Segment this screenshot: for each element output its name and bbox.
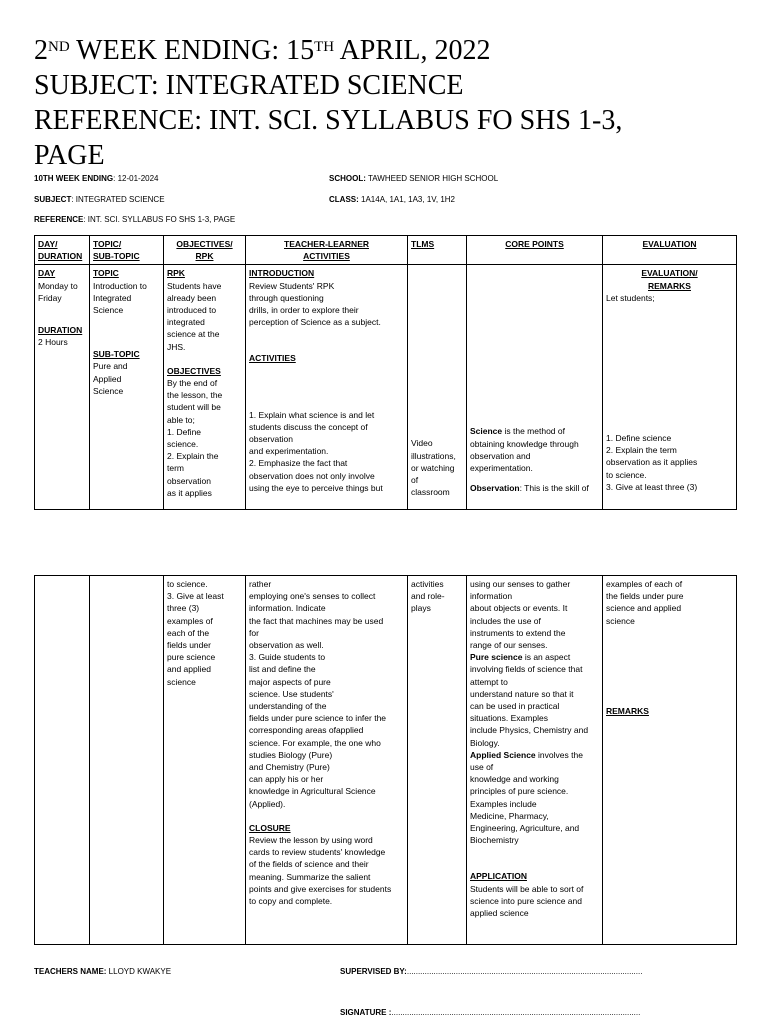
cell-tlms — [408, 265, 467, 510]
heading-week: 2ND WEEK ENDING: 15TH APRIL, 2022 — [34, 35, 491, 66]
cell-core-points — [467, 265, 603, 510]
teacher-name: TEACHERS NAME: LLOYD KWAKYE — [34, 967, 172, 976]
topic-label: TOPIC — [93, 268, 119, 279]
class: CLASS: 1A14A, 1A1, 1A3, 1V, 1H2 — [329, 195, 455, 204]
objectives-value: By the end of the lesson, the student will be able to; 1. Define science. 2. Explain the term observation as it applies — [167, 378, 223, 498]
introduction-label: INTRODUCTION — [249, 268, 315, 279]
duration-value: 2 Hours — [38, 337, 68, 348]
core-applied-science: Applied Science involves the use of knowledge and working principles of pure science. Examples include Medicine, Pharmacy, Engineering, Agriculture, and Biochemistry — [470, 749, 583, 846]
cell-core-points-cont — [467, 576, 603, 945]
application-label: APPLICATION — [470, 871, 527, 882]
lesson-table-part2 — [34, 575, 737, 945]
school: SCHOOL: TAWHEED SENIOR HIGH SCHOOL — [329, 174, 499, 183]
header-day: DAY/ DURATION — [35, 236, 90, 265]
closure-label: CLOSURE — [249, 822, 291, 833]
header-tlms: TLMS — [408, 236, 467, 265]
header-evaluation: EVALUATION — [603, 236, 737, 265]
evaluation-value: 1. Define science 2. Explain the term observation as it applies to science. 3. Give at least three (3) — [606, 433, 698, 492]
activities-value: 1. Explain what science is and let students discuss the concept of observation and experimentation. 2. Emphasize the fact that observation does not only involve using the eye to perceive things but — [249, 409, 383, 493]
cell-objectives — [164, 265, 246, 510]
subject: SUBJECT: INTEGRATED SCIENCE — [34, 195, 165, 204]
signature: SIGNATURE :................................................................................................................ — [340, 1008, 641, 1017]
core-cont-value: using our senses to gather information about objects or events. It includes the use of instruments to extend the range of our senses. — [470, 579, 571, 651]
cell-objectives-cont — [164, 576, 246, 945]
header-objectives: OBJECTIVES/ RPK — [164, 236, 246, 265]
heading-reference: REFERENCE: INT. SCI. SYLLABUS FO SHS 1-3, — [34, 105, 623, 136]
rpk-label: RPK — [167, 268, 185, 279]
tlms-value: Video illustrations, or watching of classroom — [411, 438, 456, 498]
subtopic-value: Pure and Applied Science — [93, 361, 128, 396]
application-value: Students will be able to sort of science into pure science and applied science — [470, 883, 584, 919]
cell-evaluation-cont — [603, 576, 737, 945]
objectives-label: OBJECTIVES — [167, 365, 221, 376]
header-activities: TEACHER-LEARNER ACTIVITIES — [246, 236, 408, 265]
duration-label: DURATION — [38, 325, 83, 336]
subtopic-label: SUB-TOPIC — [93, 349, 140, 360]
cell-activities — [246, 265, 408, 510]
core-observation: Observation: This is the skill of — [470, 483, 589, 494]
closure-value: Review the lesson by using word cards to review students' knowledge of the fields of science and their meaning. Summarize the salient points and give exercises for students to copy and complete. — [249, 835, 392, 907]
objectives-cont-value: to science. 3. Give at least three (3) examples of each of the fields under pure science and applied science — [167, 579, 224, 687]
tlms-cont-value: activities and role- plays — [411, 579, 445, 614]
introduction-value: Review Students' RPK through questioning drills, in order to explore their perception of Science as a subject. — [249, 280, 381, 328]
week-ending: 10TH WEEK ENDING: 12-01-2024 — [34, 174, 159, 183]
evaluation-label: EVALUATION/ REMARKS — [641, 268, 698, 291]
heading-subject: SUBJECT: INTEGRATED SCIENCE — [34, 70, 464, 101]
reference: REFERENCE: INT. SCI. SYLLABUS FO SHS 1-3, PAGE — [34, 215, 236, 224]
cell-topic-cont — [90, 576, 164, 945]
core-pure-science: Pure science is an aspect involving fields of science that attempt to understand nature so that it can be used in practical situations. Examples include Physics, Chemistry and Biology. — [470, 652, 589, 748]
supervised-by: SUPERVISED BY:.......................................................................................................... — [340, 967, 643, 976]
lesson-table-part1 — [34, 235, 737, 510]
topic-value: Introduction to Integrated Science — [93, 280, 147, 316]
activities-label: ACTIVITIES — [249, 353, 296, 364]
rpk-value: Students have already been introduced to integrated science at the JHS. — [167, 280, 222, 352]
header-topic: TOPIC/ SUB-TOPIC — [90, 236, 164, 265]
evaluation-cont-value: examples of each of the fields under pure science and applied science — [606, 579, 684, 626]
remarks-label: REMARKS — [606, 705, 649, 716]
activities-cont-value: rather employing one's senses to collect information. Indicate the fact that machines may be used for observation as well. 3. Guide students to list and define the major aspects of pure science. Use students' understanding of the fields under pure science to infer the corresponding areas ofapplied science. For example, the one who studies Biology (Pure) and Chemistry (Pure) can apply his or her knowledge in Agricultural Science (Applied). — [249, 579, 387, 809]
evaluation-intro: Let students; — [606, 292, 655, 303]
cell-day — [35, 265, 90, 510]
cell-topic — [90, 265, 164, 510]
cell-day-cont — [35, 576, 90, 945]
cell-evaluation — [603, 265, 737, 510]
day-value: Monday to Friday — [38, 280, 78, 303]
core-science: Science is the method of obtaining knowledge through observation and experimentation. — [470, 426, 579, 474]
cell-activities-cont — [246, 576, 408, 945]
day-label: DAY — [38, 268, 56, 279]
cell-tlms-cont — [408, 576, 467, 945]
header-core-points: CORE POINTS — [467, 236, 603, 265]
heading-page: PAGE — [34, 140, 105, 171]
